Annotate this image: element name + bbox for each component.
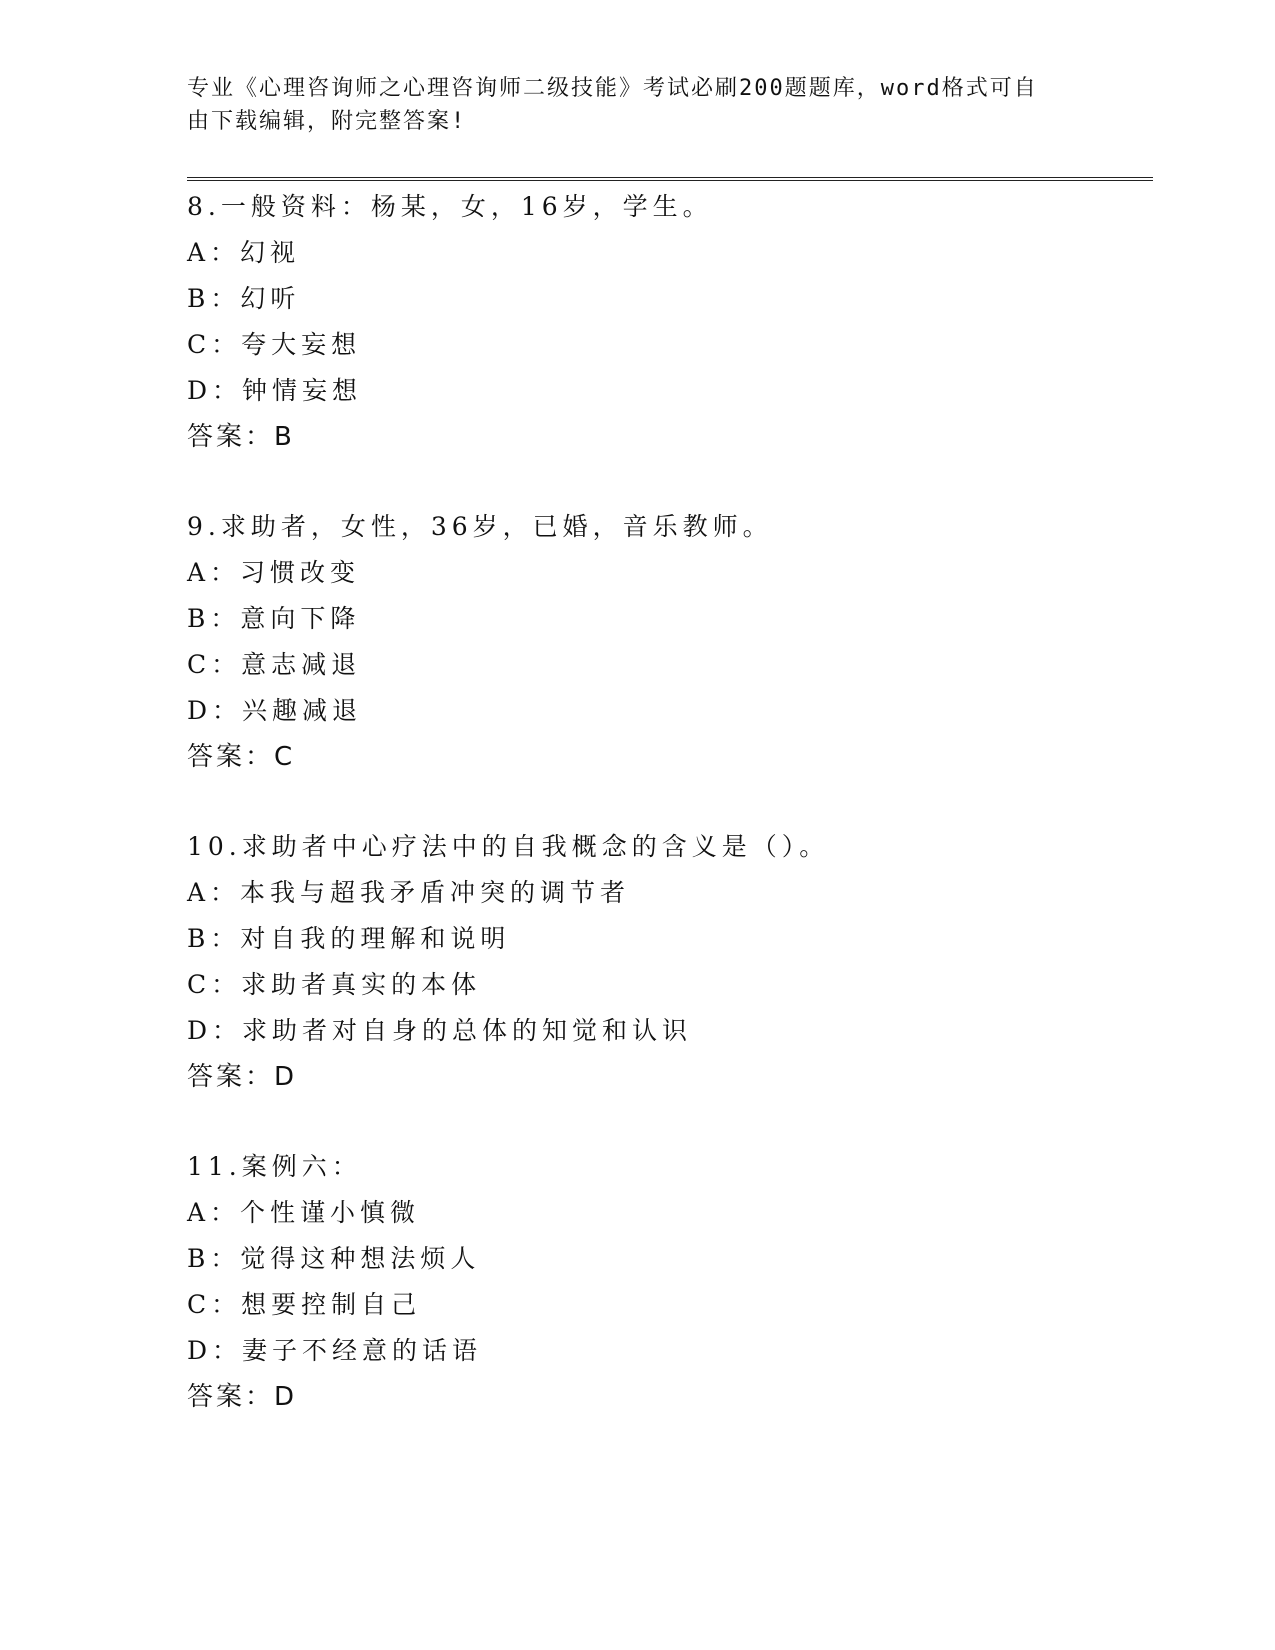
option-b: B：幻听: [187, 284, 301, 313]
question-stem: 11.案例六：: [187, 1152, 362, 1181]
option-a: A：本我与超我矛盾冲突的调节者: [187, 878, 631, 907]
option-a: A：幻视: [187, 238, 301, 267]
header-line-1: 专业《心理咨询师之心理咨询师二级技能》考试必刷200题题库，word格式可自: [187, 76, 1038, 101]
question-stem: 8.一般资料：杨某，女，16岁，学生。: [187, 192, 713, 221]
option-d: D：妻子不经意的话语: [187, 1336, 483, 1365]
question-block: [187, 824, 1147, 1100]
option-b: B：意向下降: [187, 604, 361, 633]
question-stem: 10.求助者中心疗法中的自我概念的含义是（）。: [187, 832, 830, 861]
question-block: [187, 184, 1147, 460]
document-header: [187, 72, 1067, 138]
option-c: C：夸大妄想: [187, 330, 362, 359]
question-block: [187, 1144, 1147, 1420]
option-d: D：钟情妄想: [187, 376, 363, 405]
answer-line: 答案：C: [187, 742, 296, 772]
option-a: A：习惯改变: [187, 558, 361, 587]
question-stem: 9.求助者，女性，36岁，已婚，音乐教师。: [187, 512, 773, 541]
option-c: C：求助者真实的本体: [187, 970, 482, 999]
option-d: D：兴趣减退: [187, 696, 363, 725]
answer-line: 答案：B: [187, 422, 295, 452]
header-double-rule: [187, 177, 1153, 181]
option-d: D：求助者对自身的总体的知觉和认识: [187, 1016, 693, 1045]
answer-line: 答案：D: [187, 1062, 298, 1092]
option-a: A：个性谨小慎微: [187, 1198, 421, 1227]
option-c: C：意志减退: [187, 650, 362, 679]
option-c: C：想要控制自己: [187, 1290, 422, 1319]
option-b: B：对自我的理解和说明: [187, 924, 511, 953]
header-line-2: 由下载编辑，附完整答案!: [187, 109, 467, 134]
answer-line: 答案：D: [187, 1382, 298, 1412]
option-b: B：觉得这种想法烦人: [187, 1244, 481, 1273]
question-block: [187, 504, 1147, 780]
